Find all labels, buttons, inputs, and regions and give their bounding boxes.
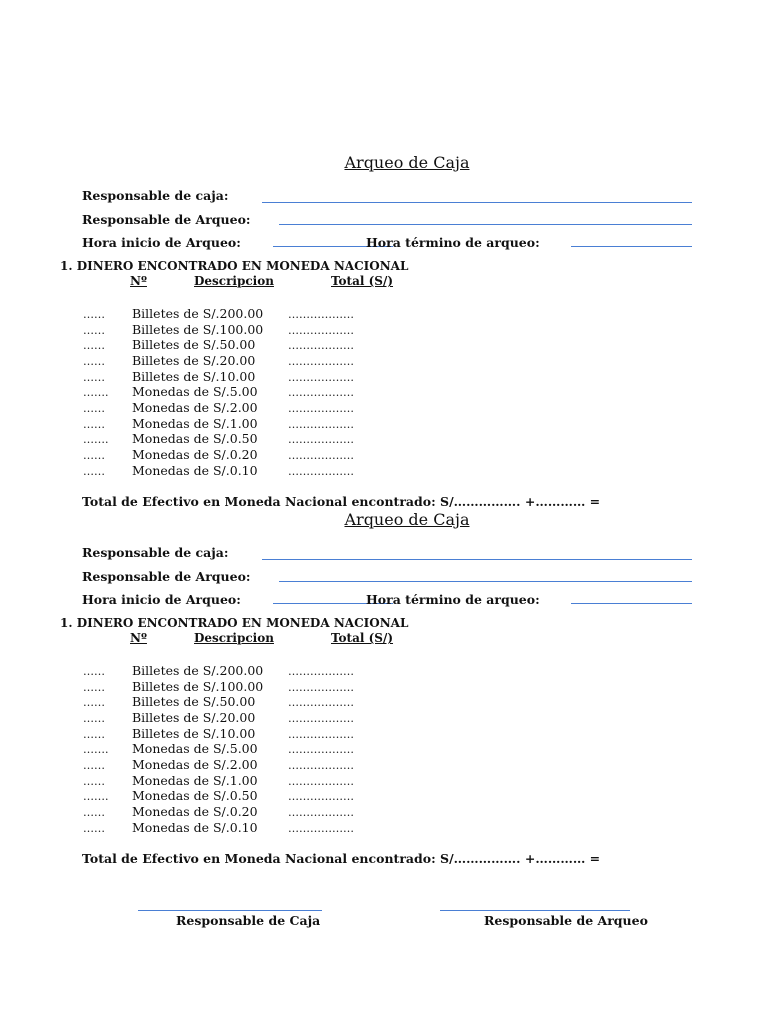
- row-count-field[interactable]: ……: [83, 339, 105, 352]
- row-total-field[interactable]: ………………: [288, 743, 354, 756]
- row-description: Billetes de S/.10.00: [132, 726, 256, 741]
- hora-termino-label: Hora término de arqueo:: [366, 235, 540, 250]
- row-total-field[interactable]: ………………: [288, 775, 354, 788]
- row-count-field[interactable]: …….: [83, 743, 109, 756]
- row-description: Billetes de S/.20.00: [132, 353, 256, 368]
- row-description: Billetes de S/.100.00: [132, 679, 264, 694]
- row-total-field[interactable]: ………………: [288, 759, 354, 772]
- signature-label-arqueo: Responsable de Arqueo: [484, 913, 648, 928]
- row-description: Billetes de S/.200.00: [132, 306, 264, 321]
- hora-termino-field[interactable]: [571, 603, 692, 604]
- row-description: Monedas de S/.0.20: [132, 804, 258, 819]
- responsable-caja-field[interactable]: [262, 202, 692, 203]
- row-count-field[interactable]: ……: [83, 806, 105, 819]
- responsable-arqueo-label: Responsable de Arqueo:: [82, 569, 251, 584]
- responsable-arqueo-field[interactable]: [279, 581, 692, 582]
- row-total-field[interactable]: ………………: [288, 822, 354, 835]
- signature-line-arqueo: [440, 910, 630, 911]
- section-heading: 1. DINERO ENCONTRADO EN MONEDA NACIONAL: [60, 259, 409, 273]
- form-title: Arqueo de Caja: [344, 153, 470, 172]
- responsable-arqueo-label: Responsable de Arqueo:: [82, 212, 251, 227]
- row-count-field[interactable]: ……: [83, 775, 105, 788]
- total-efectivo-line: Total de Efectivo en Moneda Nacional encontrado: S/……………. +………… =: [82, 494, 601, 509]
- row-description: Monedas de S/.2.00: [132, 757, 258, 772]
- column-header-total: Total (S/): [331, 631, 394, 645]
- row-description: Billetes de S/.20.00: [132, 710, 256, 725]
- row-description: Monedas de S/.5.00: [132, 384, 258, 399]
- hora-inicio-label: Hora inicio de Arqueo:: [82, 592, 241, 607]
- row-total-field[interactable]: ………………: [288, 418, 354, 431]
- signature-line-caja: [138, 910, 322, 911]
- row-count-field[interactable]: …….: [83, 386, 109, 399]
- row-total-field[interactable]: ………………: [288, 665, 354, 678]
- row-description: Billetes de S/.200.00: [132, 663, 264, 678]
- row-description: Monedas de S/.0.50: [132, 788, 258, 803]
- column-header-descripcion: Descripcion: [194, 631, 274, 645]
- row-description: Monedas de S/.1.00: [132, 773, 258, 788]
- row-count-field[interactable]: ……: [83, 822, 105, 835]
- row-description: Billetes de S/.10.00: [132, 369, 256, 384]
- row-total-field[interactable]: ………………: [288, 681, 354, 694]
- row-count-field[interactable]: …….: [83, 433, 109, 446]
- row-total-field[interactable]: ………………: [288, 339, 354, 352]
- row-total-field[interactable]: ………………: [288, 449, 354, 462]
- row-count-field[interactable]: ……: [83, 681, 105, 694]
- row-total-field[interactable]: ………………: [288, 386, 354, 399]
- row-total-field[interactable]: ………………: [288, 308, 354, 321]
- row-count-field[interactable]: ……: [83, 665, 105, 678]
- row-description: Monedas de S/.0.50: [132, 431, 258, 446]
- row-total-field[interactable]: ………………: [288, 433, 354, 446]
- row-total-field[interactable]: ………………: [288, 728, 354, 741]
- row-description: Billetes de S/.100.00: [132, 322, 264, 337]
- row-total-field[interactable]: ………………: [288, 696, 354, 709]
- total-efectivo-line: Total de Efectivo en Moneda Nacional encontrado: S/……………. +………… =: [82, 851, 601, 866]
- row-count-field[interactable]: ……: [83, 418, 105, 431]
- signature-label-caja: Responsable de Caja: [176, 913, 321, 928]
- row-count-field[interactable]: ……: [83, 696, 105, 709]
- responsable-caja-label: Responsable de caja:: [82, 545, 229, 560]
- row-count-field[interactable]: ……: [83, 324, 105, 337]
- column-header-no: Nº: [130, 631, 147, 645]
- row-total-field[interactable]: ………………: [288, 355, 354, 368]
- row-description: Monedas de S/.5.00: [132, 741, 258, 756]
- row-description: Billetes de S/.50.00: [132, 694, 256, 709]
- row-count-field[interactable]: ……: [83, 449, 105, 462]
- row-count-field[interactable]: ……: [83, 465, 105, 478]
- hora-termino-field[interactable]: [571, 246, 692, 247]
- row-description: Monedas de S/.0.20: [132, 447, 258, 462]
- row-count-field[interactable]: …….: [83, 790, 109, 803]
- section-heading: 1. DINERO ENCONTRADO EN MONEDA NACIONAL: [60, 616, 409, 630]
- hora-inicio-label: Hora inicio de Arqueo:: [82, 235, 241, 250]
- responsable-caja-label: Responsable de caja:: [82, 188, 229, 203]
- row-description: Monedas de S/.1.00: [132, 416, 258, 431]
- column-header-no: Nº: [130, 274, 147, 288]
- row-count-field[interactable]: ……: [83, 355, 105, 368]
- row-count-field[interactable]: ……: [83, 728, 105, 741]
- row-description: Monedas de S/.0.10: [132, 820, 258, 835]
- row-count-field[interactable]: ……: [83, 308, 105, 321]
- hora-termino-label: Hora término de arqueo:: [366, 592, 540, 607]
- row-description: Billetes de S/.50.00: [132, 337, 256, 352]
- row-description: Monedas de S/.0.10: [132, 463, 258, 478]
- row-count-field[interactable]: ……: [83, 371, 105, 384]
- row-count-field[interactable]: ……: [83, 759, 105, 772]
- row-total-field[interactable]: ………………: [288, 324, 354, 337]
- responsable-arqueo-field[interactable]: [279, 224, 692, 225]
- row-count-field[interactable]: ……: [83, 402, 105, 415]
- column-header-descripcion: Descripcion: [194, 274, 274, 288]
- row-total-field[interactable]: ………………: [288, 371, 354, 384]
- row-total-field[interactable]: ………………: [288, 806, 354, 819]
- row-total-field[interactable]: ………………: [288, 402, 354, 415]
- row-total-field[interactable]: ………………: [288, 712, 354, 725]
- row-count-field[interactable]: ……: [83, 712, 105, 725]
- row-description: Monedas de S/.2.00: [132, 400, 258, 415]
- row-total-field[interactable]: ………………: [288, 465, 354, 478]
- row-total-field[interactable]: ………………: [288, 790, 354, 803]
- column-header-total: Total (S/): [331, 274, 394, 288]
- responsable-caja-field[interactable]: [262, 559, 692, 560]
- form-title: Arqueo de Caja: [344, 510, 470, 529]
